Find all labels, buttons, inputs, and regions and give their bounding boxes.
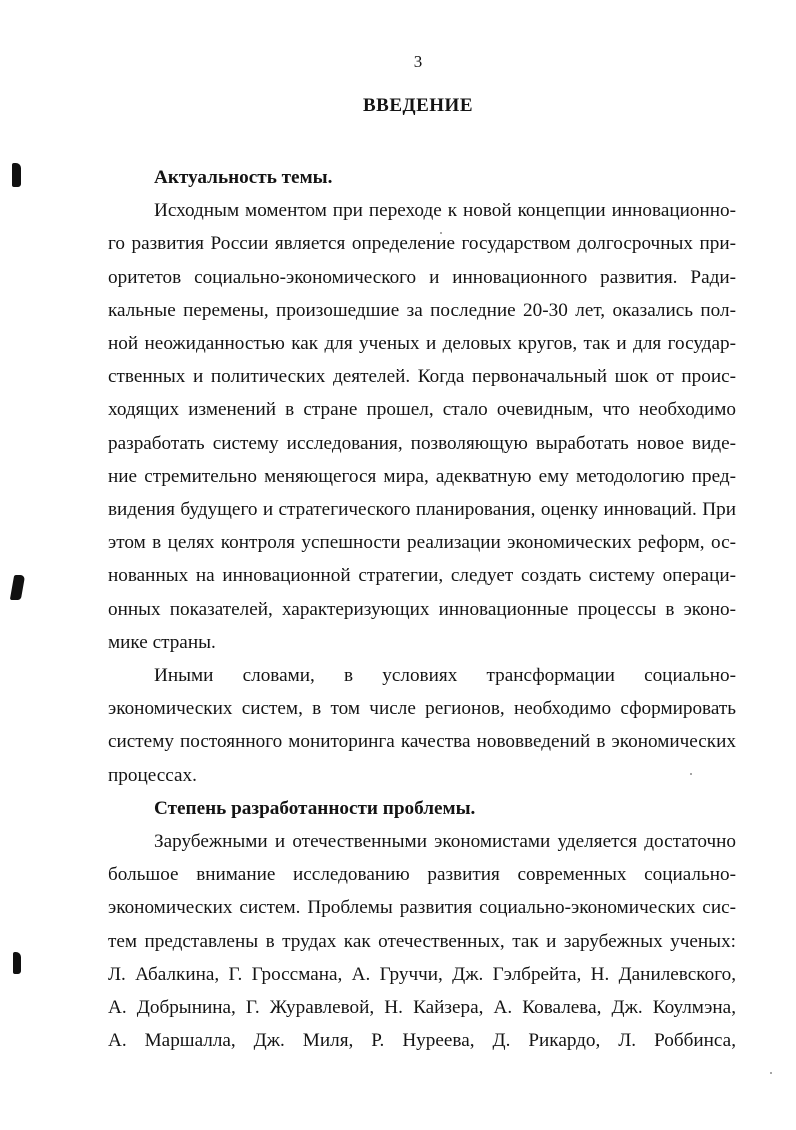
text-line: оритетов социально-экономического и инновационного развития. Ради- <box>108 266 736 288</box>
text-line: тем представлены в трудах как отечественных, так и зарубежных ученых: <box>108 930 736 952</box>
text-line: ной неожиданностью как для ученых и деловых кругов, так и для государ- <box>108 333 736 355</box>
text-line: экономических систем. Проблемы развития социально-экономических сис- <box>108 897 736 919</box>
text-line: ственных и политических деятелей. Когда первоначальный шок от проис- <box>108 366 736 388</box>
text-line: процессах. <box>108 764 197 786</box>
text-line: Иными словами, в условиях трансформации социально- <box>154 665 736 687</box>
text-line: видения будущего и стратегического планирования, оценку инноваций. При <box>108 499 736 521</box>
text-line: кальные перемены, произошедшие за последние 20-30 лет, оказались пол- <box>108 299 736 321</box>
text-line: А. Маршалла, Дж. Миля, Р. Нуреева, Д. Рикардо, Л. Роббинса, <box>108 1030 736 1052</box>
section-heading-development-degree <box>108 792 736 825</box>
section-heading-text: Актуальность темы. <box>154 167 333 188</box>
text-line: Исходным моментом при переходе к новой концепции инновационно- <box>154 200 736 222</box>
text-line: мике страны. <box>108 631 216 653</box>
text-line: большое внимание исследованию развития современных социально- <box>108 864 736 886</box>
text-line: го развития России является определение государством долгосрочных при- <box>108 233 736 255</box>
text-line: систему постоянного мониторинга качества нововведений в экономических <box>108 731 736 753</box>
scan-speck <box>770 1072 772 1074</box>
text-line: А. Добрынина, Г. Журавлевой, Н. Кайзера, А. Ковалева, Дж. Коулмэна, <box>108 997 736 1019</box>
document-body <box>108 161 736 1057</box>
paragraph-in-other-words <box>108 659 736 792</box>
page-title: ВВЕДЕНИЕ <box>363 95 473 116</box>
text-line: Л. Абалкина, Г. Гроссмана, А. Груччи, Дж. Гэлбрейта, Н. Данилевского, <box>108 963 736 985</box>
text-line: ходящих изменений в стране прошел, стало очевидным, что необходимо <box>108 399 736 421</box>
page-number: 3 <box>413 52 423 71</box>
text-line: нованных на инновационной стратегии, следует создать систему операци- <box>108 565 736 587</box>
scan-artifact <box>12 163 21 187</box>
text-line: экономических систем, в том числе регионов, необходимо сформировать <box>108 698 736 720</box>
section-heading-relevance <box>108 161 736 194</box>
text-line: онных показателей, характеризующих инновационные процессы в эконо- <box>108 598 736 620</box>
text-line: этом в целях контроля успешности реализации экономических реформ, ос- <box>108 532 736 554</box>
scan-artifact <box>13 952 21 974</box>
text-line: ние стремительно меняющегося мира, адекватную ему методологию пред- <box>108 465 736 487</box>
scan-artifact <box>10 575 25 600</box>
paragraph-relevance <box>108 194 736 659</box>
text-line: разработать систему исследования, позволяющую выработать новое виде- <box>108 432 736 454</box>
text-line: Зарубежными и отечественными экономистами уделяется достаточно <box>154 831 736 853</box>
section-heading-text: Степень разработанности проблемы. <box>154 797 476 819</box>
paragraph-research-review <box>108 825 736 1057</box>
